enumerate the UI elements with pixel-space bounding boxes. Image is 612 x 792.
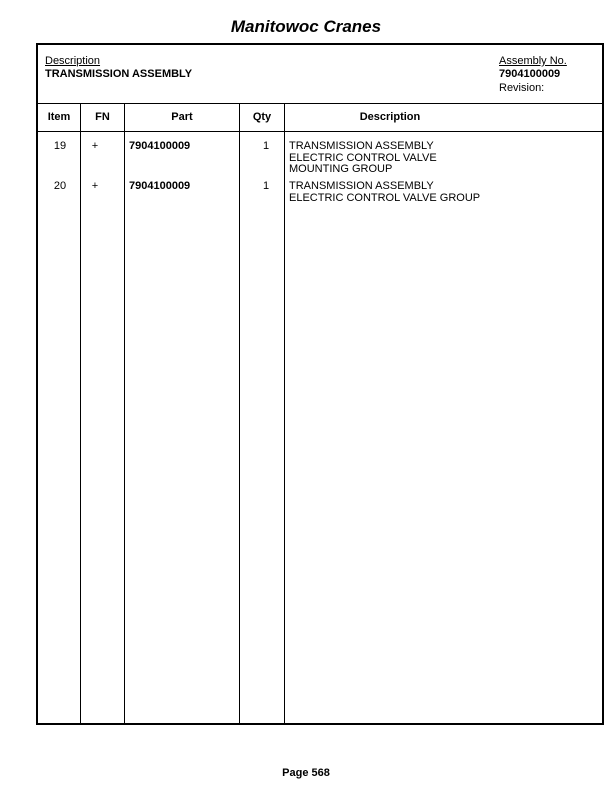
row-item: 20 [53,180,67,192]
assembly-number-value: 7904100009 [499,68,561,80]
description-value: TRANSMISSION ASSEMBLY [45,68,193,80]
assembly-header [38,45,602,104]
column-header-part: Part [171,111,193,123]
column-header-fn: FN [95,111,110,123]
column-header-description: Description [359,111,421,123]
column-divider [239,104,240,725]
row-fn: + [91,140,99,152]
row-qty: 1 [263,140,270,152]
column-header-item: Item [47,111,71,123]
row-part: 7904100009 [129,180,191,192]
row-qty: 1 [263,180,270,192]
row-fn: + [91,180,99,192]
column-divider [80,104,81,725]
column-header-qty: Qty [252,111,272,123]
row-description: TRANSMISSION ASSEMBLY ELECTRIC CONTROL VALVE MOUNTING GROUP [289,140,437,175]
page-number: Page 568 [282,767,330,779]
assembly-number-label: Assembly No. [499,55,567,67]
document-title: Manitowoc Cranes [230,17,382,36]
row-description: TRANSMISSION ASSEMBLY ELECTRIC CONTROL VALVE GROUP [289,180,481,204]
parts-list-frame [36,43,604,725]
row-item: 19 [53,140,67,152]
revision-label: Revision: [499,82,545,94]
column-divider [124,104,125,725]
row-part: 7904100009 [129,140,191,152]
table-header-row [38,104,602,132]
column-divider [284,104,285,725]
description-label: Description [45,55,101,67]
